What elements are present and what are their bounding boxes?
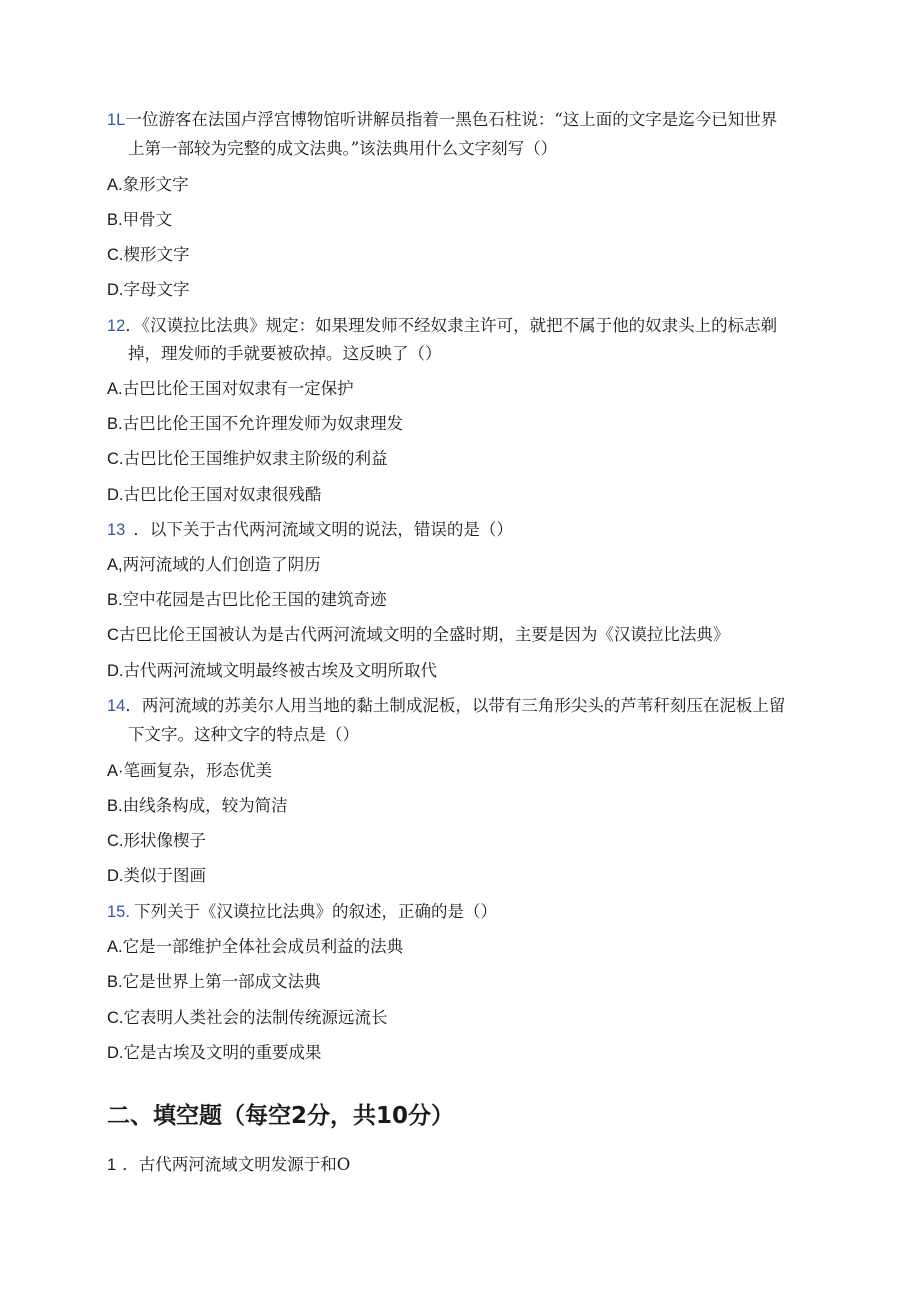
question-number: 12 — [107, 317, 126, 335]
option-letter: B. — [107, 973, 123, 991]
option-text: 古巴比伦王国被认为是古代两河流域文明的全盛时期，主要是因为《汉谟拉比法典》 — [118, 625, 730, 644]
option-letter: A· — [107, 762, 124, 780]
question-text: ．古代两河流域文明发源于和O — [122, 1155, 351, 1174]
option-letter: C. — [107, 246, 124, 264]
question-13-option-a — [107, 554, 321, 576]
option-text: 笔画复杂，形态优美 — [123, 761, 272, 780]
option-letter: A, — [107, 556, 123, 574]
option-text: 古巴比伦王国维护奴隶主阶级的利益 — [123, 449, 388, 468]
question-14-option-b — [107, 795, 288, 817]
question-13-stem — [107, 519, 513, 541]
question-15-option-c — [107, 1007, 388, 1029]
option-text: 类似于图画 — [123, 866, 206, 885]
question-12-stem-continued: 掉，理发师的手就要被砍掉。这反映了（） — [128, 344, 442, 363]
option-letter: D. — [107, 867, 124, 885]
option-text: 古巴比伦王国对奴隶有一定保护 — [122, 379, 354, 398]
option-letter: C. — [107, 832, 124, 850]
section-title: 二、填空题（每空2分，共10分） — [107, 1103, 455, 1129]
option-letter: D. — [107, 486, 124, 504]
option-letter: A. — [107, 938, 123, 956]
option-text: 甲骨文 — [122, 210, 173, 229]
question-13-option-c — [107, 624, 729, 646]
question-number: 1L — [107, 111, 126, 129]
option-text: 它是古埃及文明的重要成果 — [123, 1043, 322, 1062]
question-14-option-d — [107, 865, 206, 887]
option-text: 两河流域的人们创造了阴历 — [122, 555, 321, 574]
question-14-stem — [107, 695, 785, 717]
question-12-option-a — [107, 378, 354, 400]
option-letter: D. — [107, 281, 124, 299]
question-text: ．《汉谟拉比法典》规定：如果理发师不经奴隶主许可，就把不属于他的奴隶头上的标志剃 — [125, 316, 778, 335]
option-text: 古巴比伦王国不允许理发师为奴隶理发 — [122, 414, 404, 433]
question-11-option-d — [107, 279, 190, 301]
option-letter: B. — [107, 211, 123, 229]
option-text: 古代两河流域文明最终被古埃及文明所取代 — [123, 661, 437, 680]
option-text: 象形文字 — [122, 175, 189, 194]
option-text: 它表明人类社会的法制传统源远流长 — [123, 1008, 388, 1027]
question-14-option-a — [107, 760, 272, 782]
question-15-option-b — [107, 971, 321, 993]
option-text: 它是世界上第一部成文法典 — [122, 972, 321, 991]
question-13-option-b — [107, 589, 387, 611]
option-text: 古巴比伦王国对奴隶很残酷 — [123, 485, 322, 504]
question-14-option-c — [107, 830, 206, 852]
option-letter: D. — [107, 662, 124, 680]
question-text: ．两河流域的苏美尔人用当地的黏土制成泥板，以带有三角形尖头的芦苇秆刻压在泥板上留 — [125, 696, 786, 715]
question-14-stem-continued: 下文字。这种文字的特点是（） — [128, 725, 359, 744]
option-text: 形状像楔子 — [123, 831, 206, 850]
option-text: 由线条构成，较为简洁 — [122, 796, 288, 815]
question-11-option-a — [107, 174, 189, 196]
option-letter: D. — [107, 1044, 124, 1062]
question-12-option-b — [107, 413, 403, 435]
question-number: 1 — [107, 1156, 117, 1174]
question-11-stem — [107, 109, 777, 131]
question-text: 下列关于《汉谟拉比法典》的叙述，正确的是（） — [133, 902, 497, 921]
question-15-option-a — [107, 936, 403, 958]
question-text: 一位游客在法国卢浮宫博物馆听讲解员指着一黑色石柱说：“这上面的文字是迄今已知世界 — [125, 110, 778, 129]
option-letter: C. — [107, 1009, 124, 1027]
option-letter: B. — [107, 797, 123, 815]
option-letter: C. — [107, 450, 124, 468]
option-letter: A. — [107, 176, 123, 194]
question-number: 15. — [107, 903, 130, 921]
option-text: 它是一部维护全体社会成员利益的法典 — [122, 937, 404, 956]
question-11-stem-continued: 上第一部较为完整的成文法典。”该法典用什么文字刻写（） — [128, 139, 558, 158]
question-number: 13 — [107, 521, 126, 539]
option-letter: A. — [107, 380, 123, 398]
question-15-option-d — [107, 1042, 322, 1064]
question-11-option-c — [107, 244, 190, 266]
question-13-option-d — [107, 660, 437, 682]
option-letter: B. — [107, 415, 123, 433]
question-12-option-c — [107, 448, 388, 470]
option-text: 字母文字 — [123, 280, 190, 299]
question-12-stem — [107, 315, 777, 337]
option-letter: B. — [107, 591, 123, 609]
fill-in-question-1 — [107, 1154, 350, 1176]
question-11-option-b — [107, 209, 172, 231]
question-text: ．以下关于古代两河流域文明的说法，错误的是（） — [133, 520, 513, 539]
question-number: 14 — [107, 697, 126, 715]
question-12-option-d — [107, 484, 322, 506]
option-letter: C — [107, 626, 119, 644]
option-text: 楔形文字 — [123, 245, 190, 264]
option-text: 空中花园是古巴比伦王国的建筑奇迹 — [122, 590, 387, 609]
question-15-stem — [107, 901, 497, 923]
